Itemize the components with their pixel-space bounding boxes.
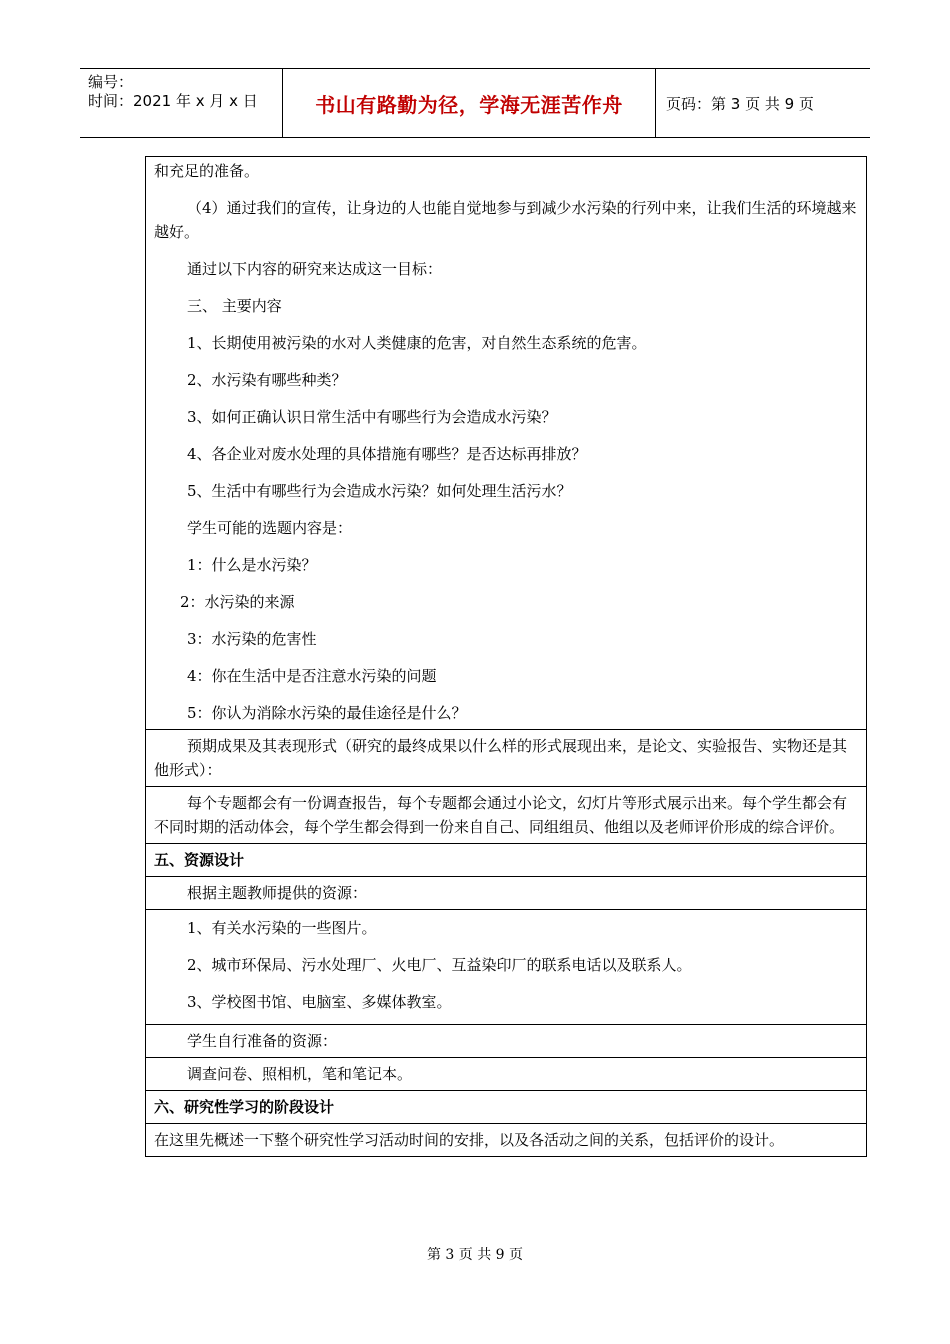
section5-title: 五、资源设计 xyxy=(154,851,245,869)
content-table xyxy=(145,156,867,1157)
header-page-info: 页码：第 3 页 共 9 页 xyxy=(666,94,814,113)
expected-results-text: 预期成果及其表现形式（研究的最终成果以什么样的形式展现出来，是论文、实验报告、实物还是其他形式）： xyxy=(154,737,848,779)
student-resources-label-cell xyxy=(146,1025,867,1058)
table-row xyxy=(146,1124,867,1157)
list-item: 2、城市环保局、污水处理厂、火电厂、互益染印厂的联系电话以及联系人。 xyxy=(187,956,692,974)
expected-results-cell xyxy=(146,730,867,787)
section6-desc-cell xyxy=(146,1124,867,1157)
list-item: 1、有关水污染的一些图片。 xyxy=(187,919,377,937)
header-motto: 书山有路勤为径，学海无涯苦作舟 xyxy=(283,69,656,137)
paragraph: （4）通过我们的宣传，让身边的人也能自觉地参与到减少水污染的行列中来，让我们生活的环境越来越好。 xyxy=(154,199,857,241)
list-item: 4、各企业对废水处理的具体措施有哪些？是否达标再排放？ xyxy=(187,445,587,463)
header-number-label: 编号： xyxy=(88,73,134,91)
table-row xyxy=(146,730,867,787)
list-item: 1：什么是水污染？ xyxy=(187,556,317,574)
table-row xyxy=(146,877,867,910)
table-row xyxy=(146,1025,867,1058)
student-resources-text: 调查问卷、照相机，笔和笔记本。 xyxy=(187,1065,413,1083)
section6-desc: 在这里先概述一下整个研究性学习活动时间的安排，以及各活动之间的关系，包括评价的设计。 xyxy=(154,1131,785,1149)
table-row xyxy=(146,787,867,844)
list-item: 5、生活中有哪些行为会造成水污染？如何处理生活污水？ xyxy=(187,482,572,500)
section-heading: 三、 主要内容 xyxy=(187,297,282,315)
list-item: 3、如何正确认识日常生活中有哪些行为会造成水污染？ xyxy=(187,408,557,426)
content-cell-goals xyxy=(146,157,867,730)
teacher-resources-label: 根据主题教师提供的资源： xyxy=(187,884,368,902)
student-resources-cell xyxy=(146,1058,867,1091)
student-resources-label: 学生自行准备的资源： xyxy=(187,1032,338,1050)
list-item: 3、学校图书馆、电脑室、多媒体教室。 xyxy=(187,993,452,1011)
list-item: 1、长期使用被污染的水对人类健康的危害，对自然生态系统的危害。 xyxy=(187,334,647,352)
table-row xyxy=(146,910,867,1025)
table-row xyxy=(146,1091,867,1124)
paragraph: 通过以下内容的研究来达成这一目标： xyxy=(187,260,443,278)
list-item: 2、水污染有哪些种类？ xyxy=(187,371,347,389)
paragraph: 和充足的准备。 xyxy=(154,162,260,180)
section6-cell xyxy=(146,1091,867,1124)
table-row xyxy=(146,844,867,877)
page-footer: 第 3 页 共 9 页 xyxy=(426,1247,524,1263)
table-row xyxy=(146,1058,867,1091)
section5-cell xyxy=(146,844,867,877)
list-item: 4：你在生活中是否注意水污染的问题 xyxy=(187,667,437,685)
results-desc-text: 每个专题都会有一份调查报告，每个专题都会通过小论文，幻灯片等形式展示出来。每个学生都会有不同时期的活动体会，每个学生都会得到一份来自自己、同组组员、他组以及老师评价形成的综合评价。 xyxy=(154,794,848,836)
header-meta xyxy=(80,69,283,137)
list-item: 5：你认为消除水污染的最佳途径是什么？ xyxy=(187,704,467,722)
section6-title: 六、研究性学习的阶段设计 xyxy=(154,1098,335,1116)
header-time-label: 时间：2021 年 x 月 x 日 xyxy=(88,92,258,110)
list-item: 2：水污染的来源 xyxy=(180,593,295,611)
teacher-resources-cell xyxy=(146,910,867,1025)
paragraph: 学生可能的选题内容是： xyxy=(187,519,353,537)
table-row xyxy=(146,157,867,730)
results-desc-cell xyxy=(146,787,867,844)
teacher-resources-label-cell xyxy=(146,877,867,910)
page-header xyxy=(80,68,870,138)
list-item: 3：水污染的危害性 xyxy=(187,630,317,648)
